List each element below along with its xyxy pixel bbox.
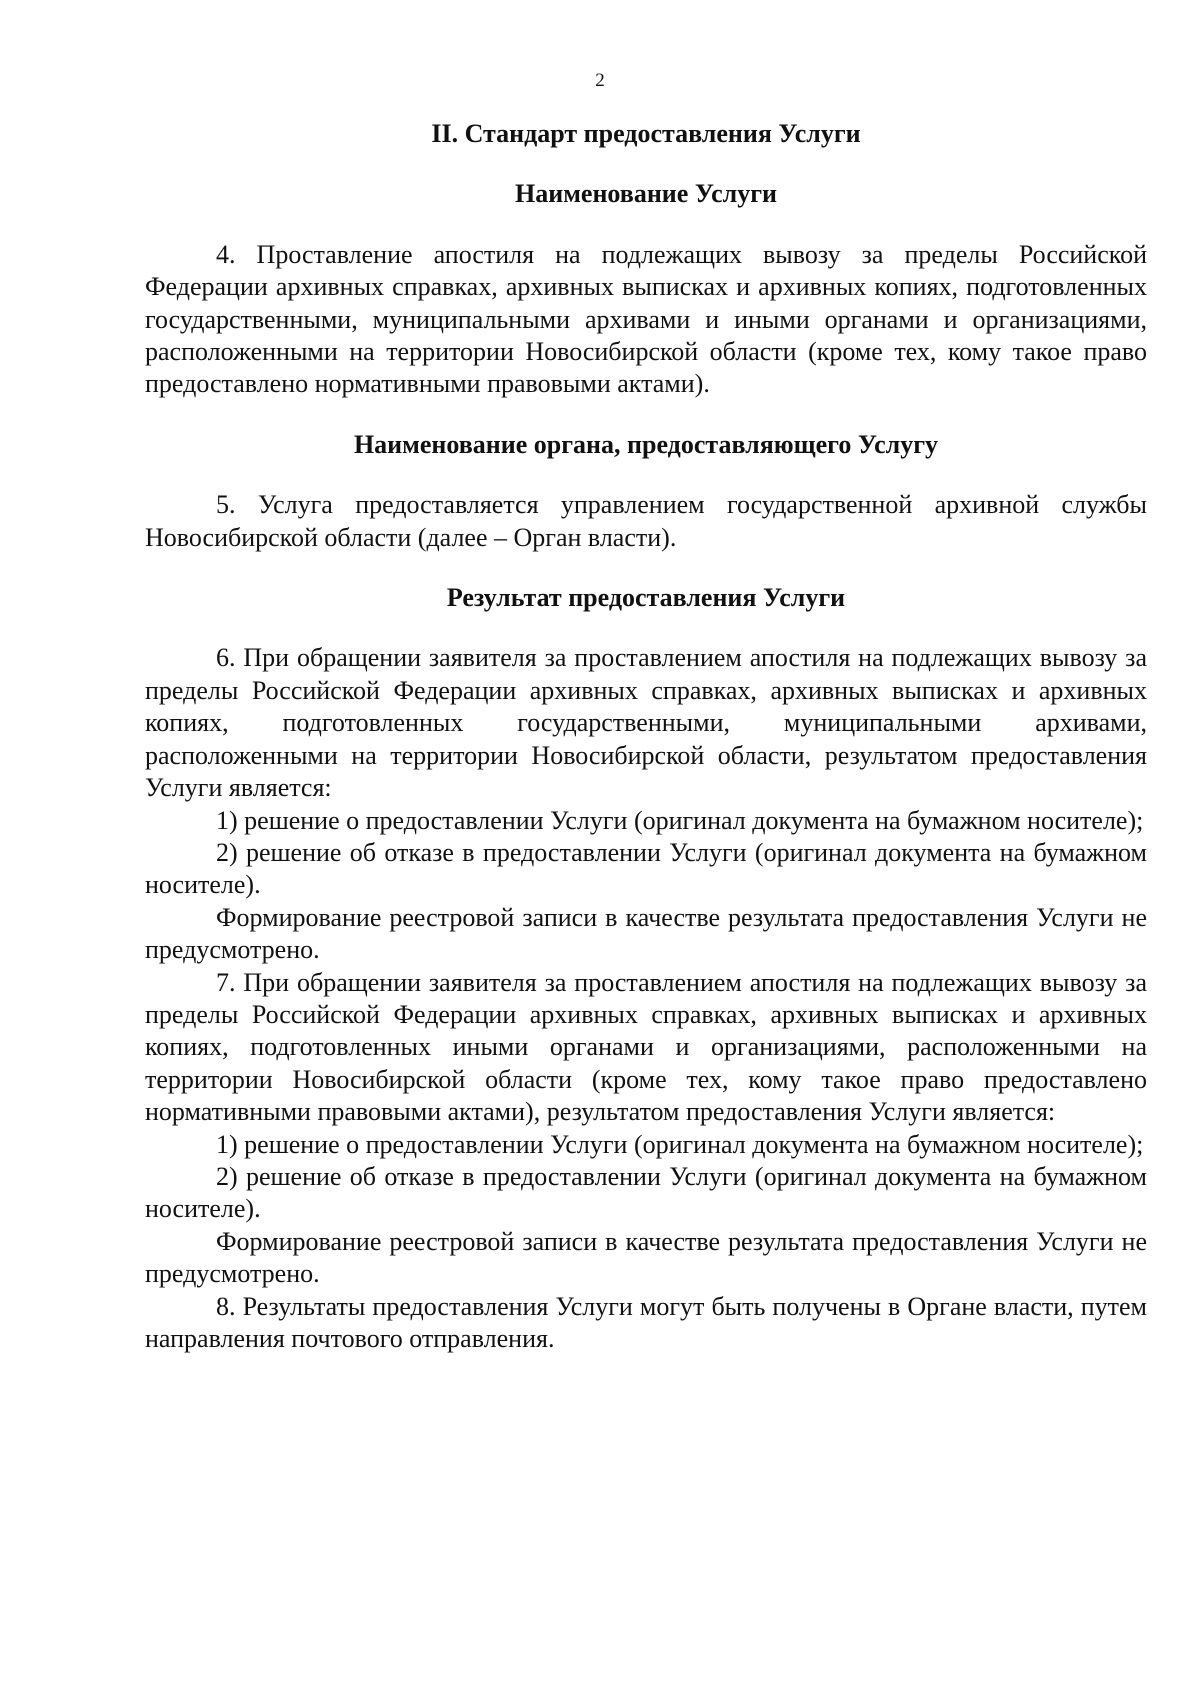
section-title: II. Стандарт предоставления Услуги — [431, 119, 861, 148]
heading-authority-name: Наименование органа, предоставляющего Услугу — [353, 429, 939, 459]
heading-service-result: Результат предоставления Услуги — [446, 583, 846, 613]
heading-service-name: Наименование Услуги — [514, 179, 778, 209]
paragraph-7-item-1: 1) решение о предоставлении Услуги (оригинал документа на бумажном носителе); — [216, 1129, 1144, 1159]
paragraph-5: 5. Услуга предоставляется управлением государственной архивной службы Новосибирской области (далее – Орган власти). — [145, 490, 1147, 552]
paragraph-6-item-2: 2) решение об отказе в предоставлении Услуги (оригинал документа на бумажном носителе). — [145, 837, 1147, 900]
document-body — [145, 118, 1147, 1355]
paragraph-7: 7. При обращении заявителя за проставлением апостиля на подлежащих вывозу за пределы Российской Федерации архивных справках, архивных выписках и архивных копиях, подготовленных иными органами и организациями, расположенными на территории Новосибирской области (кроме тех, кому такое право предоставлено нормативными правовыми актами), результатом предоставления Услуги является: — [145, 967, 1147, 1127]
paragraph-6-note: Формирование реестровой записи в качестве результата предоставления Услуги не предусмотрено. — [145, 902, 1147, 965]
page-number: 2 — [595, 70, 605, 91]
paragraph-7-note: Формирование реестровой записи в качестве результата предоставления Услуги не предусмотрено. — [145, 1226, 1147, 1289]
paragraph-6-item-1: 1) решение о предоставлении Услуги (оригинал документа на бумажном носителе); — [216, 805, 1144, 835]
paragraph-8: 8. Результаты предоставления Услуги могут быть получены в Органе власти, путем направления почтового отправления. — [145, 1291, 1147, 1353]
paragraph-4: 4. Проставление апостиля на подлежащих вывозу за пределы Российской Федерации архивных справках, архивных выписках и архивных копиях, подготовленных государственными, муниципальными архивами и иными органами и организациями, расположенными на территории Новосибирской области (кроме тех, кому такое право предоставлено нормативными правовыми актами). — [145, 239, 1147, 399]
paragraph-7-item-2: 2) решение об отказе в предоставлении Услуги (оригинал документа на бумажном носителе). — [145, 1161, 1147, 1224]
paragraph-6: 6. При обращении заявителя за проставлением апостиля на подлежащих вывозу за пределы Российской Федерации архивных справках, архивных выписках и архивных копиях, подготовленных государственными, муниципальными архивами, расположенными на территории Новосибирской области, результатом предоставления Услуги является: — [145, 643, 1147, 803]
